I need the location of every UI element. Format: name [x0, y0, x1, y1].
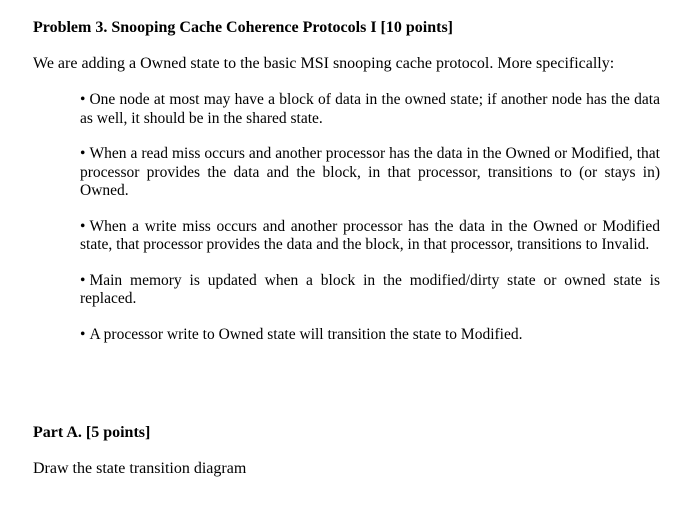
list-item	[80, 326, 660, 345]
bullet-icon: •	[80, 145, 86, 162]
part-a-text: Draw the state transition diagram	[33, 460, 247, 477]
requirements-list	[80, 91, 660, 344]
list-item	[80, 218, 660, 255]
problem-title: Problem 3. Snooping Cache Coherence Protocols I [10 points]	[33, 19, 453, 36]
list-item-text: Main memory is updated when a block in the modified/dirty state or owned state is replaced.	[80, 271, 660, 307]
bullet-icon: •	[80, 217, 86, 235]
problem-intro: We are adding a Owned state to the basic MSI snooping cache protocol. More specifically:	[33, 55, 615, 72]
bullet-icon: •	[80, 91, 86, 108]
bullet-icon: •	[80, 325, 86, 343]
list-item-text: When a write miss occurs and another processor has the data in the Owned or Modified state, that processor provides the data and the block, in that processor, transitions to Invalid.	[80, 217, 660, 253]
list-item-text: When a read miss occurs and another processor has the data in the Owned or Modified, that processor provides the data and the block, in that processor, transitions to (or stays in) Owned.	[80, 145, 660, 199]
list-item	[80, 145, 660, 201]
part-a-title: Part A. [5 points]	[33, 424, 151, 441]
bullet-icon: •	[80, 271, 86, 289]
list-item	[80, 91, 660, 128]
list-item-text: One node at most may have a block of data in the owned state; if another node has the data as well, it should be in the shared state.	[80, 91, 660, 127]
list-item-text: A processor write to Owned state will transition the state to Modified.	[89, 325, 523, 343]
list-item	[80, 272, 660, 309]
